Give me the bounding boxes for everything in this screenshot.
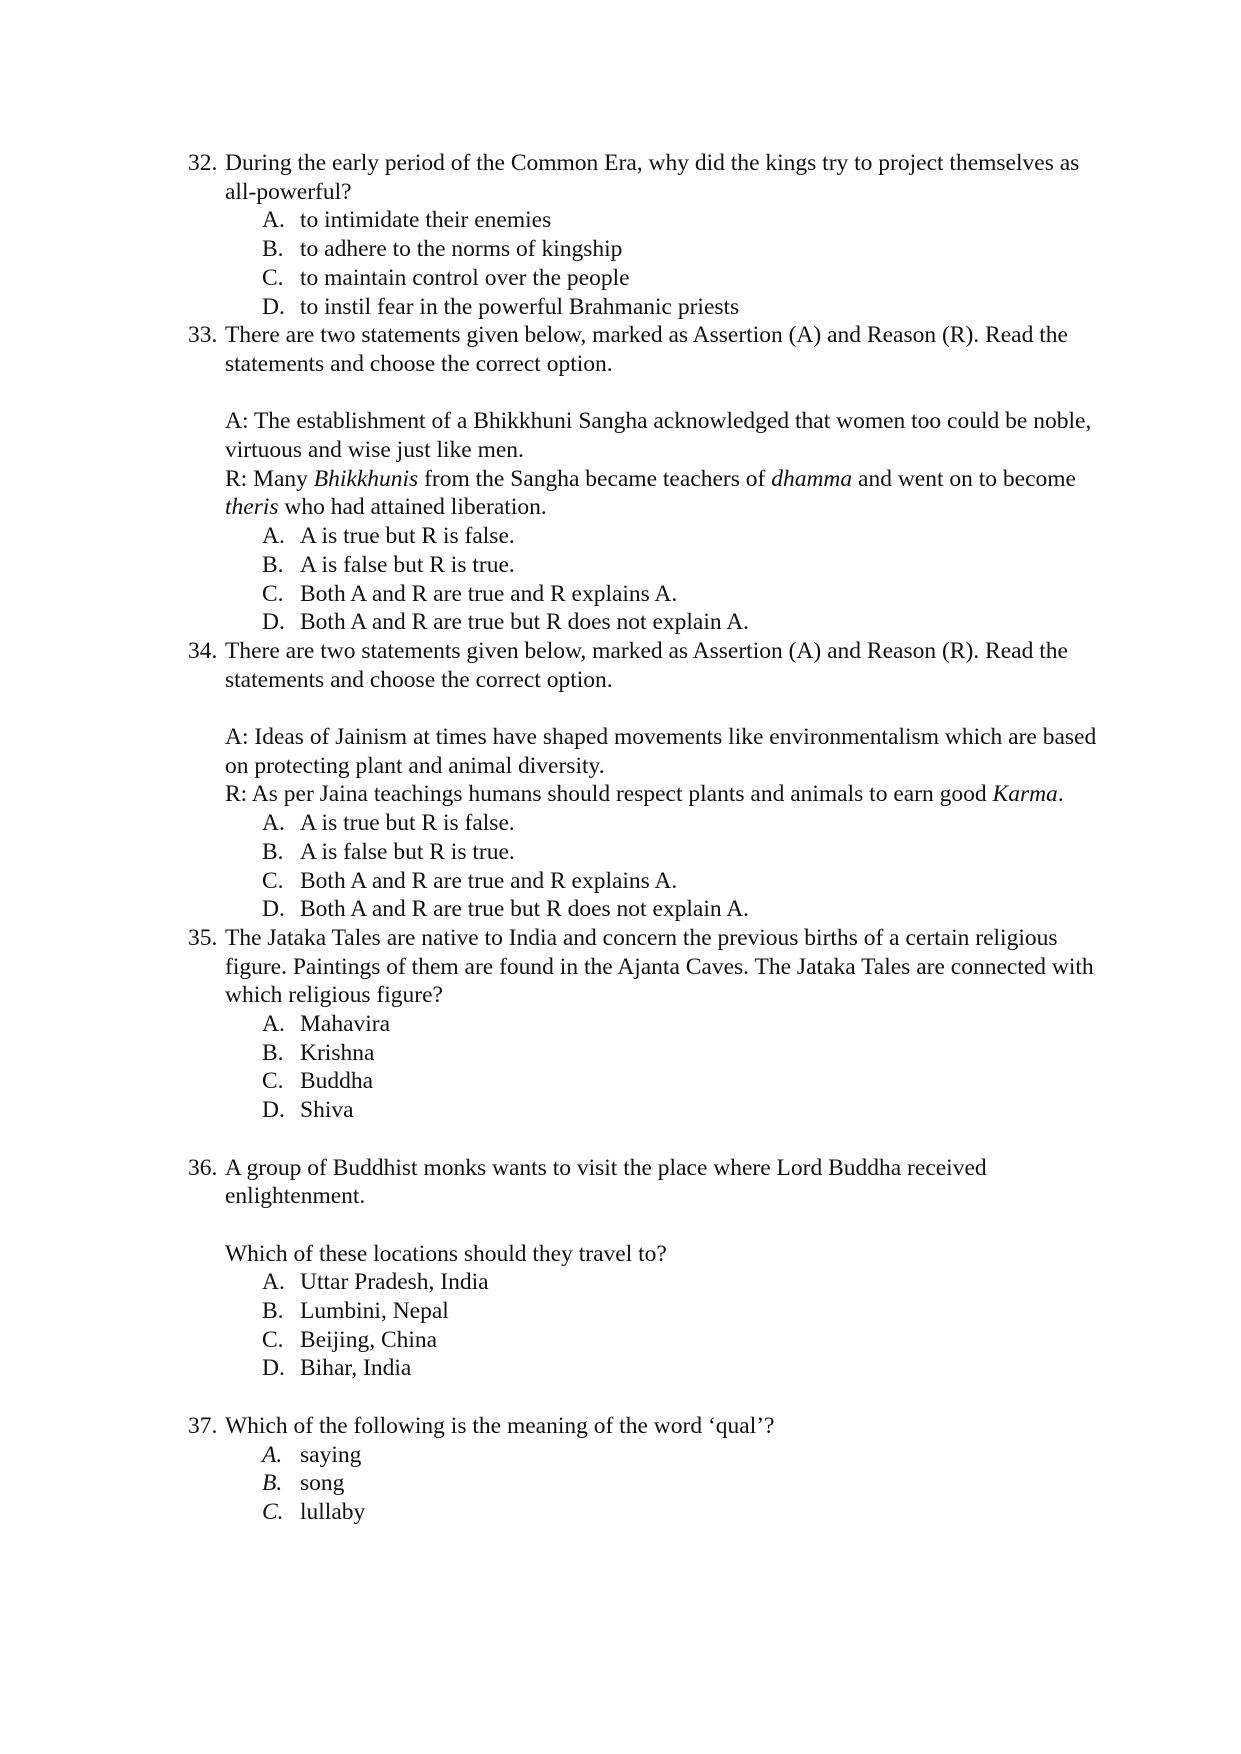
option-item	[225, 1067, 1108, 1096]
blank-line	[225, 1211, 1108, 1240]
option-item	[225, 1010, 1108, 1039]
reason-text	[225, 465, 1108, 522]
option-item	[225, 1441, 1108, 1470]
option-list	[225, 1010, 1108, 1125]
option-letter: D.	[262, 293, 285, 320]
reason-part: and went on to become	[852, 465, 1076, 492]
reason-text	[225, 780, 1108, 809]
option-text: Shiva	[300, 1097, 354, 1124]
reason-italic-term: Karma	[992, 781, 1058, 808]
reason-part: who had attained liberation.	[278, 494, 547, 521]
option-letter: A.	[262, 523, 285, 550]
question-35	[188, 924, 1108, 1125]
option-text: Buddha	[300, 1068, 374, 1095]
option-text: to maintain control over the people	[300, 264, 630, 291]
option-item	[225, 551, 1108, 580]
option-letter: B.	[262, 236, 284, 263]
option-item	[225, 293, 1108, 322]
option-text: Both A and R are true but R does not explain A.	[300, 896, 750, 923]
option-item	[225, 235, 1108, 264]
option-item	[225, 608, 1108, 637]
question-text: During the early period of the Common Era, why did the kings try to project themselves as all-powerful?	[225, 150, 1080, 205]
option-list	[225, 522, 1108, 637]
question-text: The Jataka Tales are native to India and concern the previous births of a certain religious figure. Paintings of them are found in the Ajanta Caves. The Jataka Tales are connected with which religious figure?	[225, 924, 1094, 1009]
question-number: 32.	[188, 150, 218, 176]
option-text: Bihar, India	[300, 1355, 412, 1382]
question-33	[188, 321, 1108, 637]
option-letter: C.	[262, 264, 284, 291]
option-letter: D.	[262, 896, 285, 923]
option-item	[225, 1096, 1108, 1125]
option-letter: B.	[262, 1039, 284, 1066]
option-item	[225, 522, 1108, 551]
option-letter: B.	[262, 1298, 284, 1325]
reason-part: R: Many	[225, 465, 314, 492]
option-item	[225, 809, 1108, 838]
option-letter: B.	[262, 551, 284, 578]
question-text: There are two statements given below, marked as Assertion (A) and Reason (R). Read the statements and choose the correct option.	[225, 637, 1068, 693]
question-text: A group of Buddhist monks wants to visit the place where Lord Buddha received enlightenment.	[225, 1154, 987, 1210]
option-letter: C.	[262, 1326, 284, 1353]
question-number: 37.	[188, 1412, 218, 1439]
blank-line	[225, 379, 1108, 408]
reason-part: from the Sangha became teachers of	[418, 465, 772, 492]
option-letter: C.	[262, 867, 284, 894]
question-32	[188, 149, 1108, 321]
reason-italic-term: Bhikkhunis	[313, 465, 419, 492]
option-item	[225, 867, 1108, 896]
option-item	[225, 895, 1108, 924]
option-letter: B.	[262, 838, 284, 865]
question-34	[188, 637, 1108, 924]
assertion-text: A: The establishment of a Bhikkhuni Sangha acknowledged that women too could be noble, virtuous and wise just like men.	[225, 408, 1092, 464]
option-text: Both A and R are true but R does not explain A.	[300, 609, 750, 636]
option-text: Krishna	[300, 1039, 375, 1066]
option-text: Both A and R are true and R explains A.	[300, 867, 678, 894]
option-item	[225, 264, 1108, 293]
option-item	[225, 1039, 1108, 1068]
question-list	[188, 149, 1108, 1527]
option-text: A is true but R is false.	[300, 523, 515, 550]
blank-line	[225, 694, 1108, 723]
option-item	[225, 1469, 1108, 1498]
option-text: lullaby	[300, 1498, 366, 1525]
question-number: 36.	[188, 1154, 218, 1181]
option-list	[225, 206, 1108, 321]
option-text: song	[300, 1470, 345, 1497]
option-letter: A.	[262, 810, 285, 837]
option-item	[225, 1354, 1108, 1383]
option-text: to intimidate their enemies	[300, 207, 552, 234]
question-number: 35.	[188, 924, 218, 951]
question-36	[188, 1154, 1108, 1384]
option-letter: A.	[262, 207, 285, 234]
question-text: Which of the following is the meaning of the word ‘qual’?	[225, 1412, 775, 1439]
question-number: 33.	[188, 322, 218, 349]
option-letter: A.	[262, 1269, 285, 1296]
option-text: A is false but R is true.	[300, 551, 515, 578]
option-text: A is true but R is false.	[300, 810, 515, 837]
option-letter: D.	[262, 1097, 285, 1124]
option-text: to instil fear in the powerful Brahmanic priests	[300, 293, 740, 320]
option-letter: D.	[262, 609, 285, 636]
reason-italic-term: dhamma	[771, 465, 853, 492]
option-letter: A.	[262, 1441, 283, 1468]
option-text: to adhere to the norms of kingship	[300, 236, 623, 263]
question-text: There are two statements given below, marked as Assertion (A) and Reason (R). Read the statements and choose the correct option.	[225, 322, 1068, 377]
option-text: Lumbini, Nepal	[300, 1298, 449, 1325]
option-list	[225, 1441, 1108, 1527]
reason-italic-term: theris	[225, 494, 279, 521]
reason-part: R: As per Jaina teachings humans should respect plants and animals to earn good	[225, 781, 993, 808]
option-letter: C.	[262, 1068, 284, 1095]
option-list	[225, 809, 1108, 924]
option-letter: C.	[262, 580, 284, 607]
option-item	[225, 1297, 1108, 1326]
option-text: Uttar Pradesh, India	[300, 1269, 489, 1296]
option-list	[225, 1268, 1108, 1383]
assertion-text: A: Ideas of Jainism at times have shaped movements like environmentalism which are based on protecting plant and animal diversity.	[225, 724, 1097, 779]
option-letter: C.	[262, 1498, 284, 1525]
option-text: Beijing, China	[300, 1326, 438, 1353]
option-item	[225, 1268, 1108, 1297]
option-text: saying	[300, 1441, 362, 1468]
option-letter: B.	[262, 1470, 283, 1497]
option-text: A is false but R is true.	[300, 838, 515, 865]
option-item	[225, 1498, 1108, 1527]
option-letter: D.	[262, 1355, 285, 1382]
option-item	[225, 580, 1108, 609]
option-item	[225, 206, 1108, 235]
option-item	[225, 1326, 1108, 1355]
question-followup: Which of these locations should they travel to?	[225, 1240, 667, 1267]
question-37	[188, 1412, 1108, 1527]
option-text: Mahavira	[300, 1011, 391, 1038]
option-letter: A.	[262, 1011, 285, 1038]
option-text: Both A and R are true and R explains A.	[300, 580, 678, 607]
option-item	[225, 838, 1108, 867]
question-number: 34.	[188, 637, 218, 664]
reason-part: .	[1057, 781, 1064, 808]
